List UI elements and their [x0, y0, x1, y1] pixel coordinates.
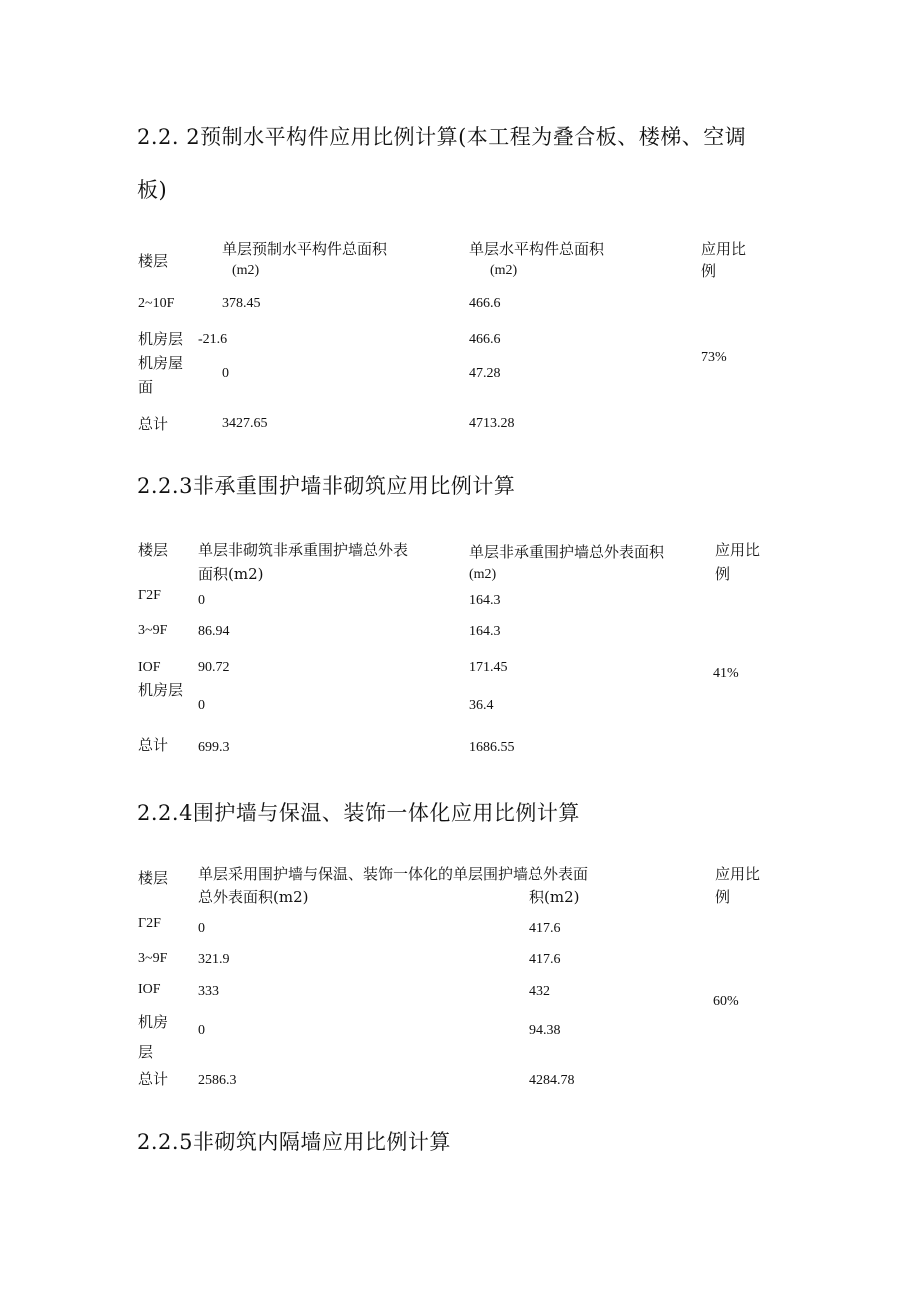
header-ratio-line2: 例 — [715, 565, 731, 583]
header-nonmasonry-area: 单层非砌筑非承重围护墙总外表 — [198, 541, 409, 559]
header-prefab-area: 单层预制水平构件总面积 — [222, 240, 388, 258]
header-ratio-line1: 应用比 — [715, 541, 761, 559]
table-cell-a: 2586.3 — [198, 1073, 237, 1088]
table-row-floor: 2~10F — [138, 296, 175, 311]
table-row-floor: 3~9F — [138, 951, 168, 966]
ratio-value: 60% — [713, 994, 739, 1009]
header-total-area: 单层非承重围护墙总外表面积 — [469, 543, 665, 561]
table-cell-prefab: 3427.65 — [222, 416, 268, 431]
header-combined-line1: 单层采用围护墙与保温、装饰一体化的单层围护墙总外表面 — [198, 865, 589, 883]
header-ratio-line1: 应用比 — [701, 240, 747, 258]
section-224-heading: 2.2.4围护墙与保温、装饰一体化应用比例计算 — [137, 801, 580, 825]
table-row-total-label: 总计 — [138, 1070, 169, 1088]
table-cell-total: 47.28 — [469, 366, 501, 381]
ratio-value: 41% — [713, 666, 739, 681]
table-cell-a: 0 — [198, 1023, 205, 1038]
table-row-floor: 机房层 — [138, 330, 184, 348]
table-row-floor: 机房层 — [138, 681, 184, 699]
table-row-floor: IOF — [138, 660, 161, 675]
table-row-floor: Γ2F — [138, 588, 161, 603]
table-cell-b: 417.6 — [529, 952, 561, 967]
header-floor: 楼层 — [138, 541, 169, 559]
table-row-floor: Γ2F — [138, 916, 161, 931]
table-cell-b: 94.38 — [529, 1023, 561, 1038]
table-cell-a: 699.3 — [198, 740, 230, 755]
table-cell-a: 333 — [198, 984, 219, 999]
table-row-total-label: 总计 — [138, 736, 169, 754]
table-row-floor: 机房 — [138, 1013, 169, 1031]
table-cell-b: 417.6 — [529, 921, 561, 936]
table-cell-a: 90.72 — [198, 660, 230, 675]
table-cell-a: 0 — [198, 921, 205, 936]
table-cell-prefab: 0 — [222, 366, 229, 381]
header-ratio-line2: 例 — [701, 262, 717, 280]
header-ratio-line2: 例 — [715, 888, 731, 906]
header-floor: 楼层 — [138, 252, 169, 270]
table-cell-b: 432 — [529, 984, 550, 999]
table-row-floor-cont: 层 — [138, 1043, 154, 1061]
header-floor: 楼层 — [138, 869, 169, 887]
section-225-heading: 2.2.5非砌筑内隔墙应用比例计算 — [137, 1130, 451, 1154]
table-cell-a: 86.94 — [198, 624, 230, 639]
table-cell-b: 1686.55 — [469, 740, 515, 755]
table-cell-a: 0 — [198, 593, 205, 608]
section-222-heading-line2: 板) — [137, 178, 168, 202]
header-total-area-unit: (m2) — [490, 263, 518, 278]
header-nonmasonry-area-unit: 面积(m2) — [198, 565, 264, 583]
table-cell-prefab: -21.6 — [198, 332, 228, 347]
table-cell-total: 4713.28 — [469, 416, 515, 431]
ratio-value: 73% — [701, 350, 727, 365]
table-cell-b: 171.45 — [469, 660, 508, 675]
table-cell-a: 0 — [198, 698, 205, 713]
table-row-floor: 3~9F — [138, 623, 168, 638]
header-total-area-unit: 积(m2) — [529, 888, 580, 906]
section-223-heading: 2.2.3非承重围护墙非砌筑应用比例计算 — [137, 474, 516, 498]
header-total-area: 单层水平构件总面积 — [469, 240, 605, 258]
table-cell-b: 4284.78 — [529, 1073, 575, 1088]
table-row-floor: 机房屋 — [138, 354, 184, 372]
header-ratio-line1: 应用比 — [715, 865, 761, 883]
table-row-floor: IOF — [138, 982, 161, 997]
table-row-total-label: 总计 — [138, 415, 169, 433]
table-cell-b: 36.4 — [469, 698, 494, 713]
table-cell-total: 466.6 — [469, 332, 501, 347]
header-prefab-area-unit: (m2) — [232, 263, 260, 278]
table-cell-a: 321.9 — [198, 952, 230, 967]
section-222-heading-line1: 2.2. 2预制水平构件应用比例计算(本工程为叠合板、楼梯、空调 — [137, 125, 747, 149]
table-cell-prefab: 378.45 — [222, 296, 261, 311]
header-integrated-area-unit: 总外表面积(m2) — [198, 888, 309, 906]
table-cell-b: 164.3 — [469, 624, 501, 639]
table-cell-total: 466.6 — [469, 296, 501, 311]
table-cell-b: 164.3 — [469, 593, 501, 608]
table-row-floor-cont: 面 — [138, 378, 154, 396]
header-total-area-unit: (m2) — [469, 567, 497, 582]
